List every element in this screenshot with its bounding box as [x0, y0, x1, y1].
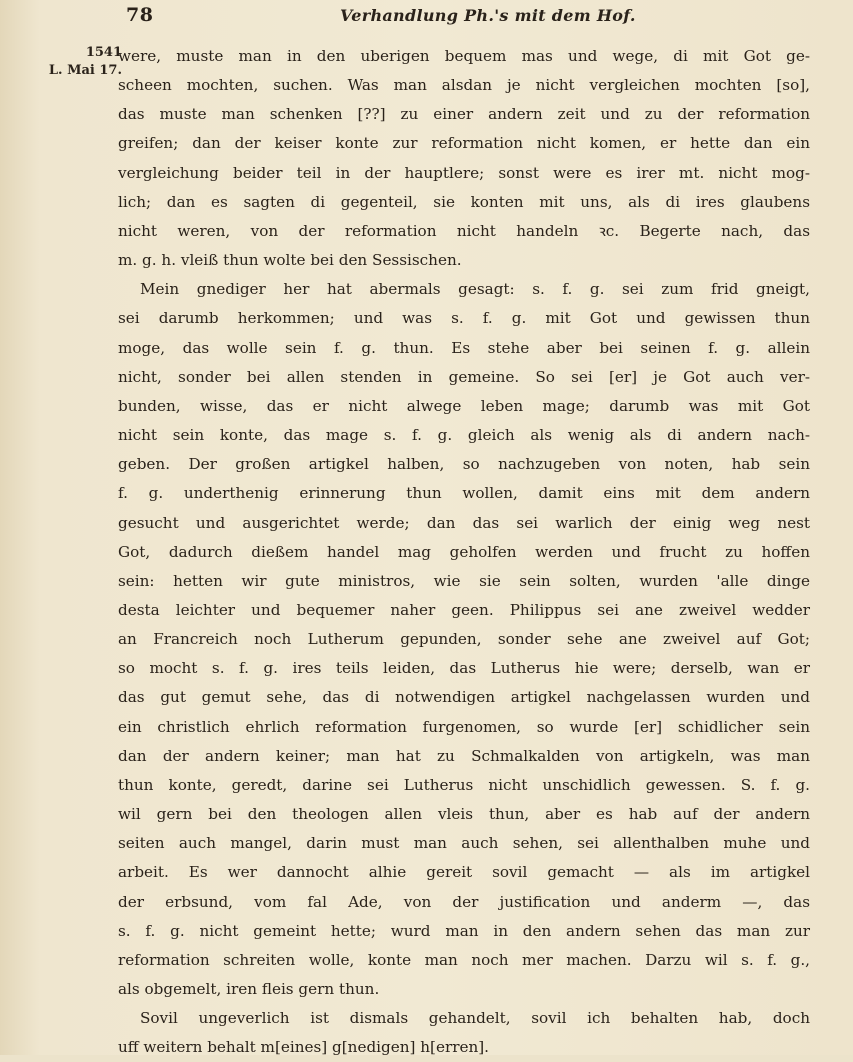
page-header	[0, 2, 853, 28]
text-line: Got, dadurch dießem handel mag geholfen werden und frucht zu hoffen	[118, 542, 810, 561]
page-number: 78	[126, 4, 154, 26]
text-line: dan der andern keiner; man hat zu Schmalkalden von artigkeln, was man	[118, 746, 810, 765]
text-line: gesucht und ausgerichtet werde; dan das sei warlich der einig weg nest	[118, 513, 810, 532]
text-line: nicht sein konte, das mage s. f. g. gleich als wenig als di andern nach-	[118, 426, 810, 445]
text-line: nicht weren, von der reformation nicht handeln ꝛc. Begerte nach, das	[118, 221, 810, 240]
text-line: geben. Der großen artigkel halben, so nachzugeben von noten, hab sein	[118, 455, 810, 474]
margin-date: L. Mai 17.	[48, 63, 122, 78]
text-line: were, muste man in den uberigen bequem mas und wege, di mit Got ge-	[118, 47, 810, 65]
text-line: als obgemelt, iren fleis gern thun.	[118, 980, 380, 998]
text-line: Mein gnediger her hat abermals gesagt: s. f. g. sei zum frid gneigt,	[140, 280, 810, 299]
text-line: uff weitern behalt m[eines] g[nedigen] h[erren].	[118, 1038, 490, 1057]
running-title: Verhandlung Ph.'s mit dem Hof.	[340, 6, 636, 25]
text-line: an Francreich noch Lutherum gepunden, sonder sehe ane zweivel auf Got;	[118, 630, 810, 649]
margin-year: 1541	[85, 45, 122, 60]
text-line: sei darumb herkommen; und was s. f. g. mit Got und gewissen thun	[118, 309, 810, 328]
text-line: Sovil ungeverlich ist dismals gehandelt, sovil ich behalten hab, doch	[140, 1009, 810, 1028]
text-line: ein christlich ehrlich reformation furgenomen, so wurde [er] schidlicher sein	[118, 717, 810, 736]
text-line: sein: hetten wir gute ministros, wie sie sein solten, wurden 'alle dinge	[118, 571, 810, 590]
text-line: f. g. underthenig erinnerung thun wollen, damit eins mit dem andern	[118, 484, 810, 503]
margin-note	[30, 44, 122, 80]
text-line: m. g. h. vleiß thun wolte bei den Sessischen.	[118, 251, 462, 270]
text-line: s. f. g. nicht gemeint hette; wurd man in den andern sehen das man zur	[118, 921, 810, 940]
text-line: greifen; dan der keiser konte zur reformation nicht komen, er hette dan ein	[118, 134, 810, 153]
text-line: vergleichung beider teil in der hauptlere; sonst were es irer mt. nicht mog-	[118, 163, 810, 182]
text-line: desta leichter und bequemer naher geen. Philippus sei ane zweivel wedder	[118, 600, 810, 619]
text-line: das gut gemut sehe, das di notwendigen artigkel nachgelassen wurden und	[118, 688, 810, 707]
text-line: moge, das wolle sein f. g. thun. Es stehe aber bei seinen f. g. allein	[118, 338, 810, 357]
text-line: lich; dan es sagten di gegenteil, sie konten mit uns, als di ires glaubens	[118, 192, 810, 211]
text-line: reformation schreiten wolle, konte man noch mer machen. Darzu wil s. f. g.,	[118, 950, 810, 969]
text-line: nicht, sonder bei allen stenden in gemeine. So sei [er] je Got auch ver-	[118, 367, 810, 386]
text-line: arbeit. Es wer dannocht alhie gereit sovil gemacht — als im artigkel	[118, 863, 810, 882]
text-line: wil gern bei den theologen allen vleis thun, aber es hab auf der andern	[118, 805, 810, 824]
text-line: das muste man schenken [??] zu einer andern zeit und zu der reformation	[118, 105, 810, 124]
text-line: thun konte, geredt, darine sei Lutherus nicht unschidlich gewessen. S. f. g.	[118, 775, 810, 794]
text-line: scheen mochten, suchen. Was man alsdan je nicht vergleichen mochten [so],	[118, 76, 810, 95]
text-line: bunden, wisse, das er nicht alwege leben mage; darumb was mit Got	[118, 396, 810, 415]
text-line: seiten auch mangel, darin must man auch sehen, sei allenthalben muhe und	[118, 834, 810, 853]
body-text	[118, 42, 810, 1062]
text-line: so mocht s. f. g. ires teils leiden, das Lutherus hie were; derselb, wan er	[118, 659, 810, 678]
text-line: der erbsund, vom fal Ade, von der justification und anderm —, das	[118, 892, 810, 911]
